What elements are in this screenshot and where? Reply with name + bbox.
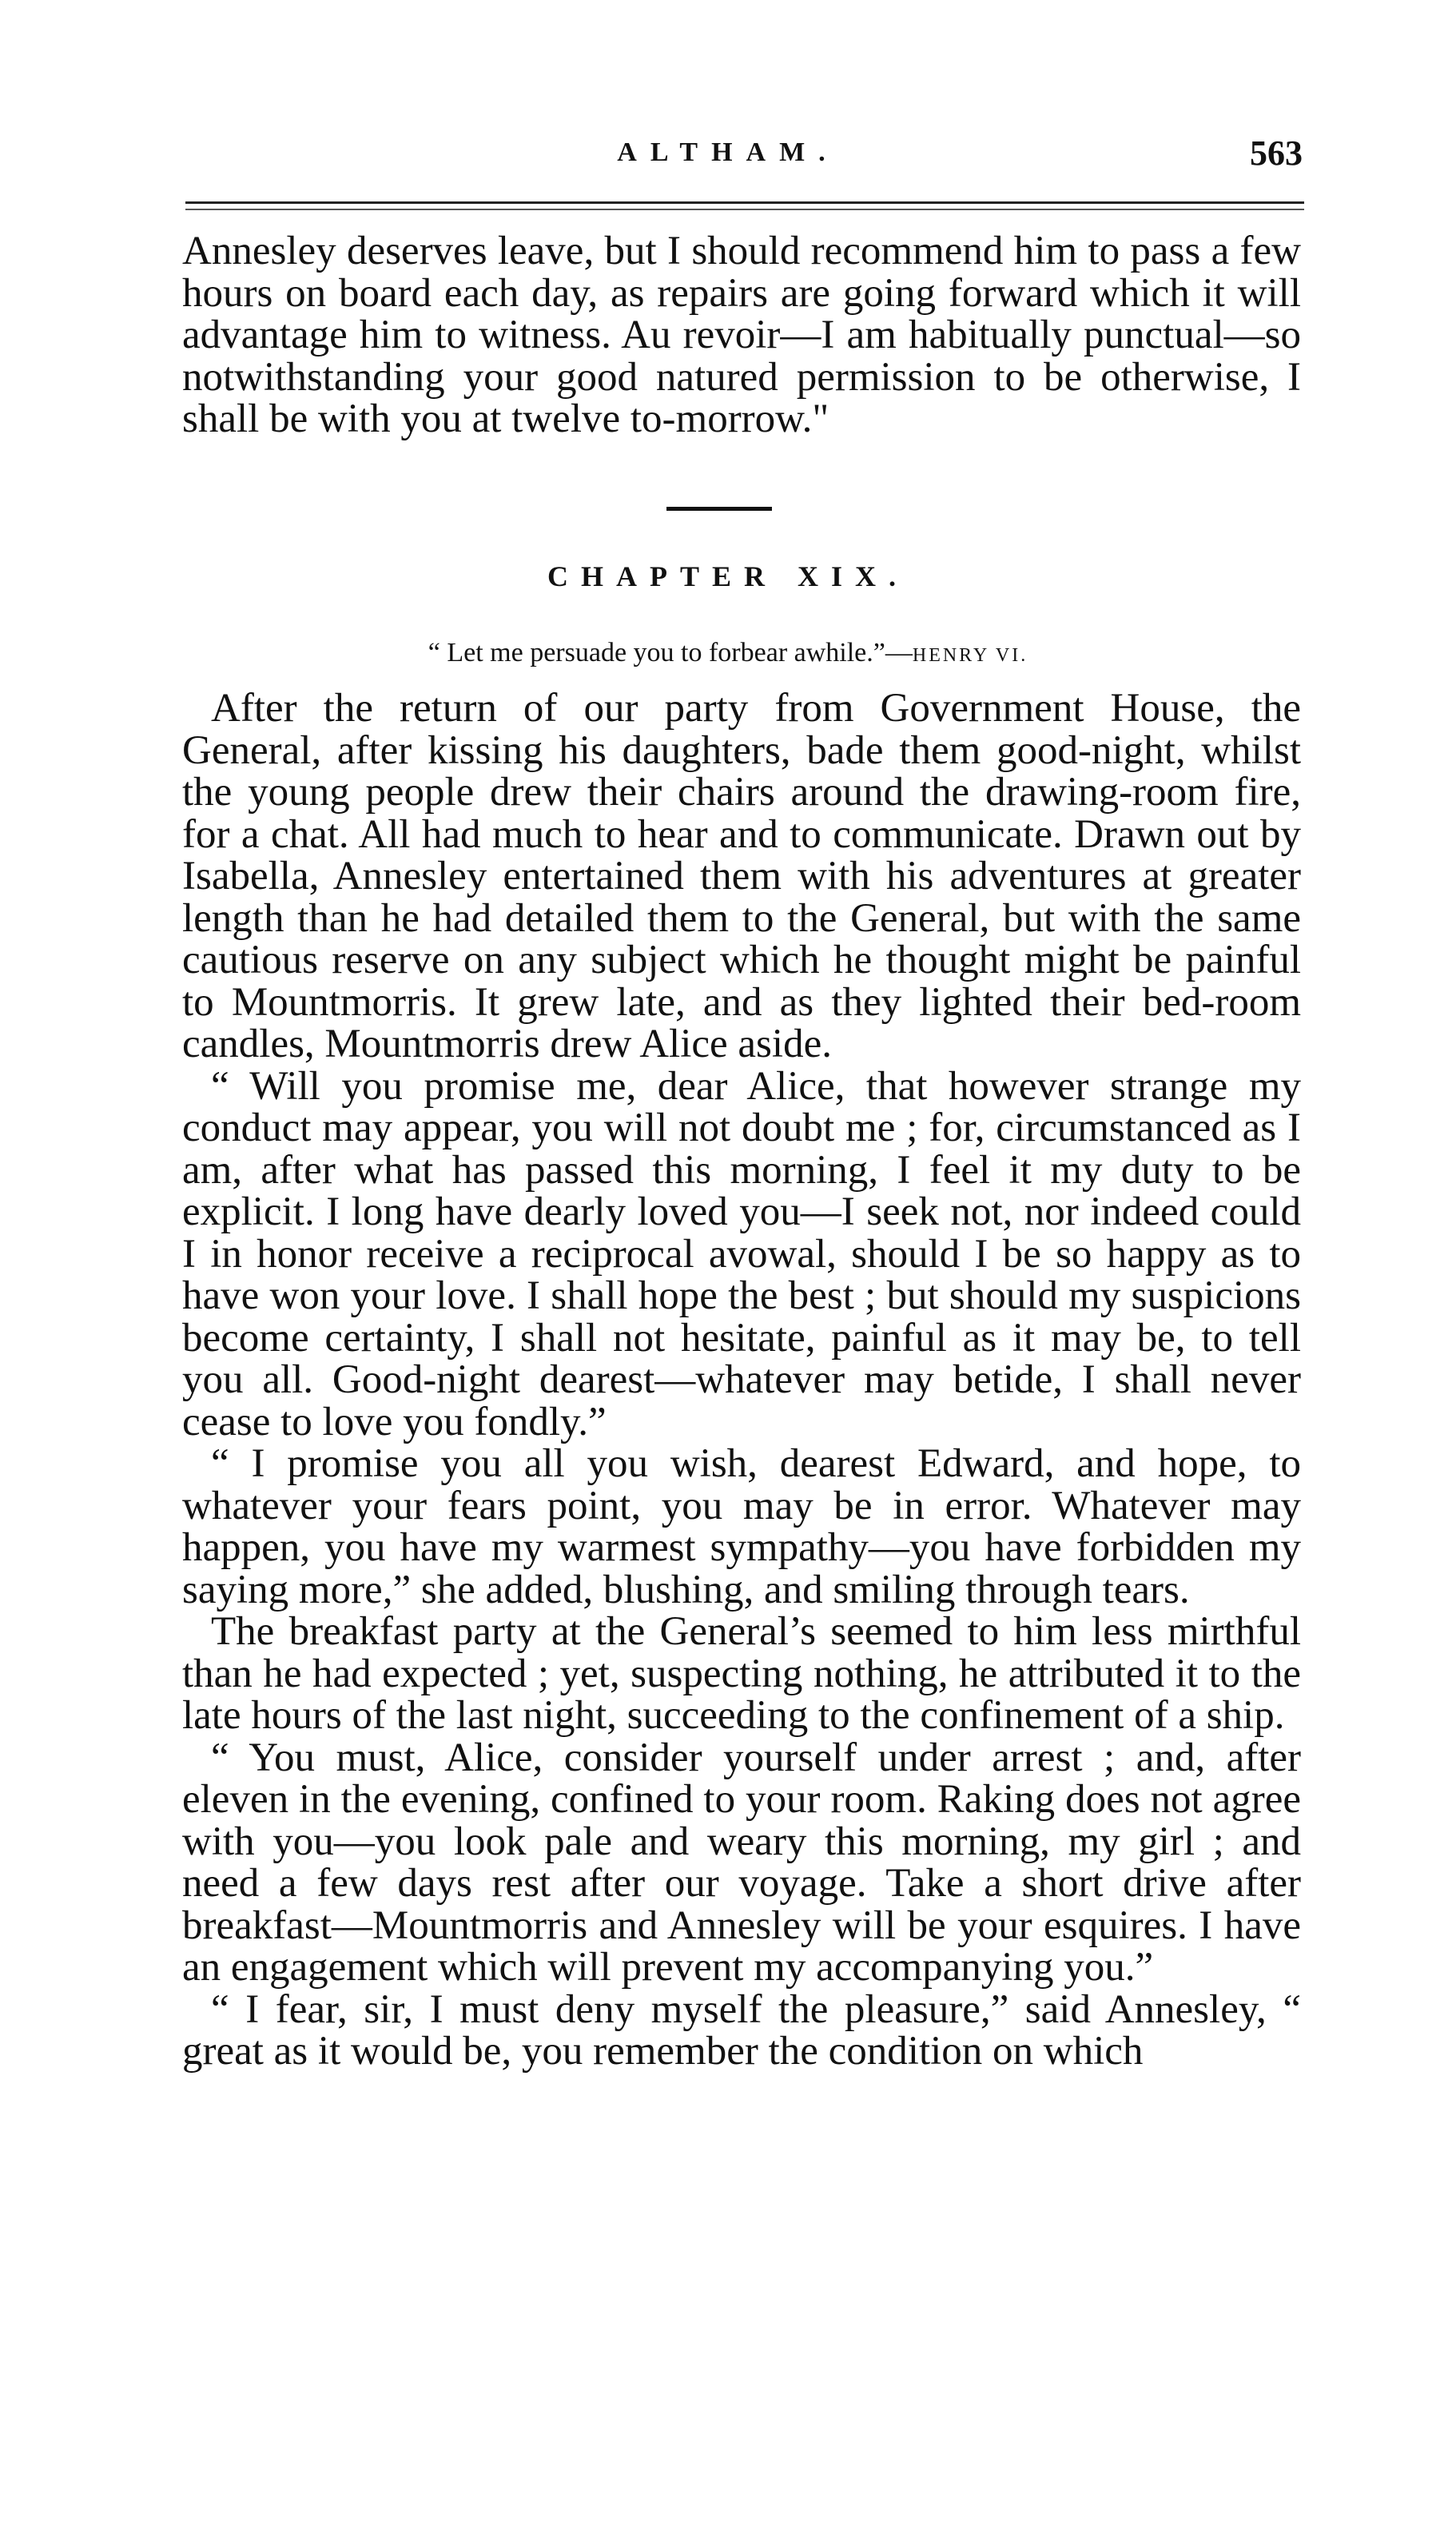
running-title: ALTHAM. xyxy=(617,137,839,167)
paragraph: “ You must, Alice, consider yourself under arrest ; and, after eleven in the evening, confined to your room. Raking does not agree with you—you look pale and weary this morning, my girl ; and need a few days rest after our voyage. Take a short drive after breakfast—Mountmorris and Annesley will be your esquires. I have an engagement which will prevent my accompanying you.” xyxy=(182,1735,1301,1990)
chapter-divider xyxy=(666,507,772,511)
chapter-heading: CHAPTER XIX. xyxy=(547,560,909,592)
paragraph: The breakfast party at the General’s seemed to him less mirthful than he had expected ; yet, suspecting nothing, he attributed it to the late hours of the last night, succeeding to the confinement of a ship. xyxy=(182,1609,1301,1738)
header-rule xyxy=(185,201,1304,210)
closing-paragraph: Annesley deserves leave, but I should recommend him to pass a few hours on board each day, as repairs are going forward which it will advantage him to witness. Au revoir—I am habitually punctual—so notwithstanding your good natured permission to be otherwise, I shall be with you at twelve to-morrow." xyxy=(182,229,1301,441)
page-header xyxy=(0,133,1456,185)
chapter-body xyxy=(182,687,1301,2073)
chapter-epigraph xyxy=(0,638,1456,668)
paragraph: After the return of our party from Government House, the General, after kissing his daughters, bade them good-night, whilst the young people drew their chairs around the drawing-room fire, for a chat. All had much to hear and to communicate. Drawn out by Isabella, Annesley entertained them with his adventures at greater length than he had detailed them to the General, but with the same cautious reserve on any subject which he thought might be painful to Mountmorris. It grew late, and as they lighted their bed-room candles, Mountmorris drew Alice aside. xyxy=(182,686,1301,1066)
previous-chapter-ending xyxy=(182,230,1301,440)
epigraph-quote: “ Let me persuade you to forbear awhile.”— xyxy=(428,638,913,667)
paragraph: “ I fear, sir, I must deny myself the pleasure,” said Annesley, “ great as it would be, you remember the condition on which xyxy=(182,1986,1301,2074)
paragraph: “ Will you promise me, dear Alice, that however strange my conduct may appear, you will not doubt me ; for, circumstanced as I am, after what has passed this morning, I feel it my duty to be explicit. I long have dearly loved you—I seek not, nor indeed could I in honor receive a reciprocal avowal, should I be so happy as to have won your love. I shall hope the best ; but should my suspicions become certainty, I shall not hesitate, painful as it may be, to tell you all. Good-night dearest—whatever may betide, I shall never cease to love you fondly.” xyxy=(182,1063,1301,1444)
paragraph: “ I promise you all you wish, dearest Edward, and hope, to whatever your fears point, you may be in error. Whatever may happen, you have my warmest sympathy—you have forbidden my saying more,” she added, blushing, and smiling through tears. xyxy=(182,1441,1301,1612)
page-number: 563 xyxy=(1250,133,1303,173)
epigraph-source: HENRY VI. xyxy=(912,645,1028,666)
